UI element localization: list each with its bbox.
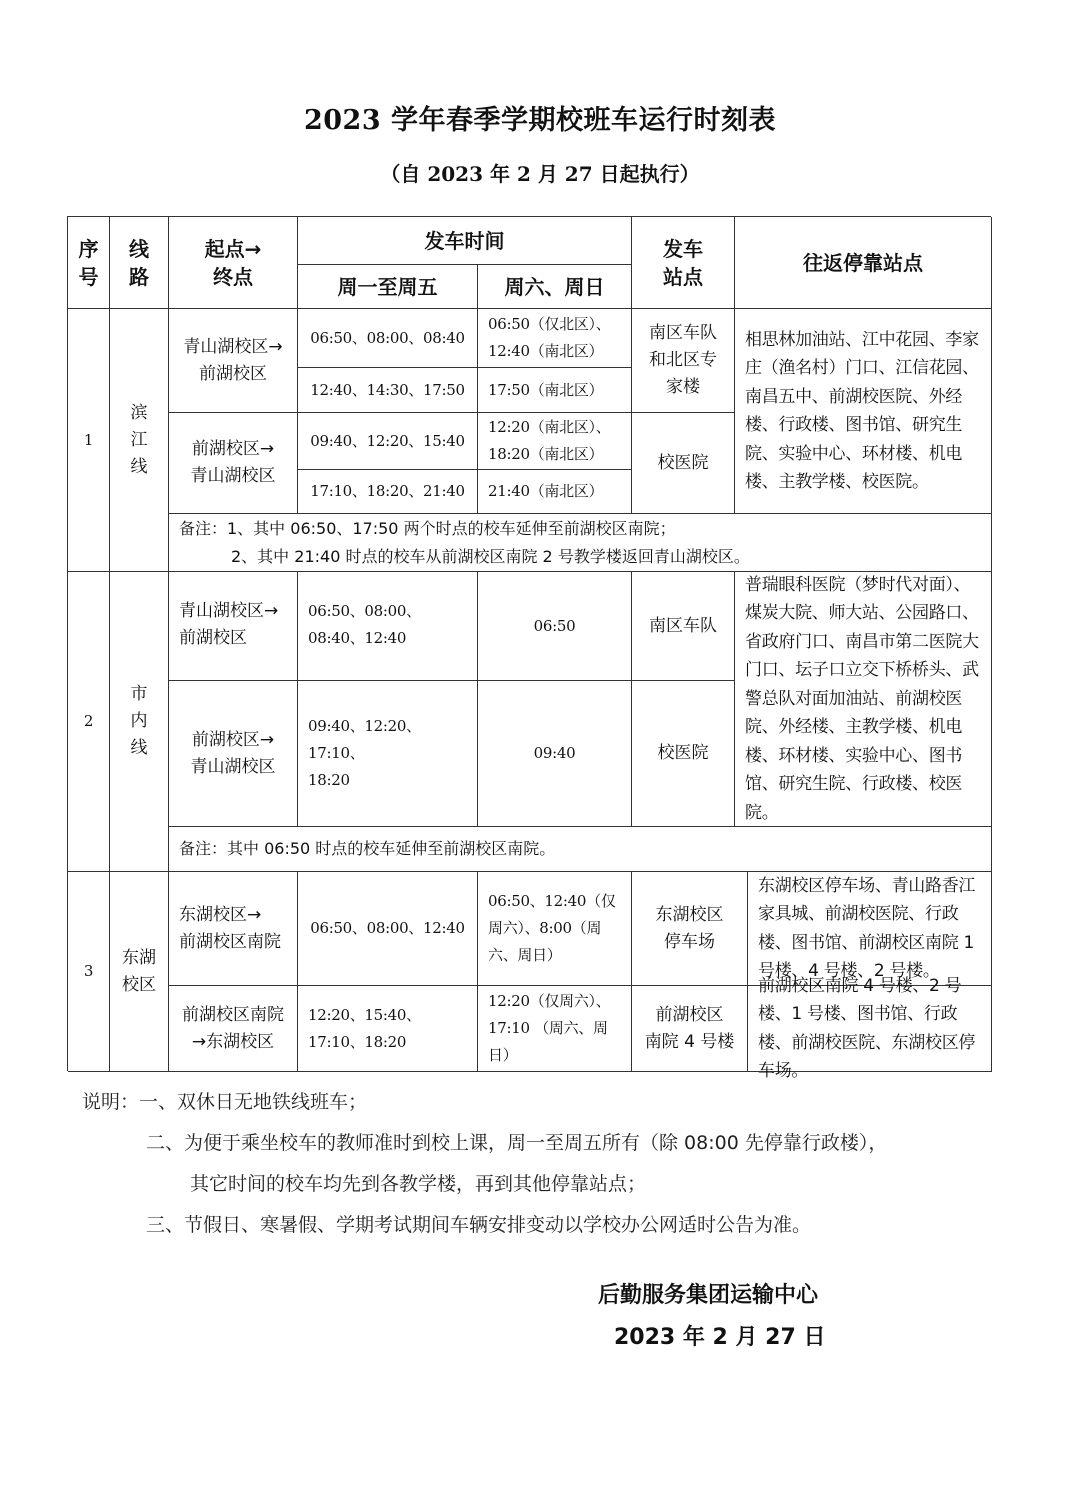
- route-3-trip-2-stops: 前湖校区南院 4 号楼、2 号楼、1 号楼、图书馆、行政楼、前湖校医院、东湖校区停车场。: [748, 986, 992, 1072]
- route-3-trip-2-station: 前湖校区 南院 4 号楼: [632, 986, 748, 1072]
- route-2-trip-1-weekday: 06:50、08:00、 08:40、12:40: [298, 572, 478, 681]
- route-2-trip-2-station: 校医院: [632, 681, 735, 827]
- route-3-no: 3: [68, 872, 110, 1072]
- route-2-trip-2-weekend: 09:40: [478, 681, 632, 827]
- route-1-trip-2-station: 校医院: [632, 413, 735, 514]
- route-1-remark-line-2: 2、其中 21:40 时点的校车从前湖校区南院 2 号教学楼返回青山湖校区。: [231, 546, 750, 566]
- page-title: 2023 学年春季学期校班车运行时刻表: [303, 105, 777, 136]
- signature-org: 后勤服务集团运输中心: [598, 1283, 819, 1308]
- route-1-trip-1-station: 南区车队 和北区专 家楼: [632, 309, 735, 413]
- route-1-trip-2-weekday-b: 17:10、18:20、21:40: [298, 470, 478, 514]
- signature-date: 2023 年 2 月 27 日: [614, 1325, 826, 1350]
- route-2-trip-1-weekend: 06:50: [478, 572, 632, 681]
- route-1-remark: [169, 514, 992, 572]
- route-2-trip-2-route: 前湖校区→ 青山湖校区: [169, 681, 298, 827]
- route-2-trip-1-station: 南区车队: [632, 572, 735, 681]
- route-2-no: 2: [68, 572, 110, 872]
- header-weekday: 周一至周五: [298, 265, 478, 309]
- route-3-trip-2-route: 前湖校区南院 →东湖校区: [169, 986, 298, 1072]
- route-3-trip-2-weekday: 12:20、15:40、 17:10、18:20: [298, 986, 478, 1072]
- page-subtitle: （自 2023 年 2 月 27 日起执行）: [380, 162, 700, 186]
- note-3: 三、节假日、寒暑假、学期考试期间车辆安排变动以学校办公网适时公告为准。: [146, 1214, 812, 1236]
- schedule-table: [67, 216, 991, 1081]
- route-1-trip-1-route: 青山湖校区→ 前湖校区: [169, 309, 298, 413]
- route-1-trip-2-weekend-b: 21:40（南北区）: [478, 470, 632, 514]
- note-1: 说明：一、双休日无地铁线班车；: [82, 1091, 368, 1113]
- route-2-remark: 备注：其中 06:50 时点的校车延伸至前湖校区南院。: [169, 827, 992, 872]
- header-no: 序 号: [68, 217, 110, 309]
- header-route: 起点→ 终点: [169, 217, 298, 309]
- route-1-stops: 相思林加油站、江中花园、李家庄（渔名村）门口、江信花园、南昌五中、前湖校医院、外经楼、行政楼、图书馆、研究生院、实验中心、环材楼、机电楼、主教学楼、校医院。: [735, 309, 992, 514]
- header-line: 线 路: [110, 217, 169, 309]
- header-station: 发车 站点: [632, 217, 735, 309]
- note-2: 二、为便于乘坐校车的教师准时到校上课，周一至周五所有（除 08:00 先停靠行政楼），: [146, 1132, 888, 1154]
- route-1-trip-2-route: 前湖校区→ 青山湖校区: [169, 413, 298, 514]
- route-1-trip-1-weekday-a: 06:50、08:00、08:40: [298, 309, 478, 368]
- route-2-stops: 普瑞眼科医院（梦时代对面）、煤炭大院、师大站、公园路口、省政府门口、南昌市第二医院大门口、坛子口立交下桥桥头、武警总队对面加油站、前湖校医院、外经楼、主教学楼、机电楼、环材楼、实验中心、图书馆、研究生院、行政楼、校医院。: [735, 572, 992, 827]
- route-1-trip-2-weekend-a: 12:20（南北区）、 18:20（南北区）: [478, 413, 632, 470]
- route-3-trip-2-weekend: 12:20（仅周六）、 17:10 （周六、周 日）: [478, 986, 632, 1072]
- route-2-trip-1-route: 青山湖校区→ 前湖校区: [169, 572, 298, 681]
- route-1-remark-line-1: 备注：1、其中 06:50、17:50 两个时点的校车延伸至前湖校区南院；: [179, 518, 676, 538]
- route-3-trip-1-weekend: 06:50、12:40（仅 周六）、8:00（周 六、周日）: [478, 872, 632, 986]
- route-1-trip-1-weekend-b: 17:50（南北区）: [478, 368, 632, 413]
- route-3-trip-1-route: 东湖校区→ 前湖校区南院: [169, 872, 298, 986]
- header-depart-time: 发车时间: [298, 217, 632, 265]
- route-2-line: 市 内 线: [110, 572, 169, 872]
- route-2-trip-2-weekday: 09:40、12:20、17:10、 18:20: [298, 681, 478, 827]
- route-3-line: 东湖 校区: [110, 872, 169, 1072]
- route-3-trip-1-stops: 东湖校区停车场、青山路香江家具城、前湖校医院、行政楼、图书馆、前湖校区南院 1 号楼、4 号楼、2 号楼。: [748, 872, 992, 986]
- route-3-trip-1-weekday: 06:50、08:00、12:40: [298, 872, 478, 986]
- note-2-continued: 其它时间的校车均先到各教学楼，再到其他停靠站点；: [190, 1173, 647, 1195]
- notes: [82, 1082, 887, 1246]
- route-1-trip-1-weekend-a: 06:50（仅北区）、 12:40（南北区）: [478, 309, 632, 368]
- route-1-no: 1: [68, 309, 110, 572]
- route-1-trip-1-weekday-b: 12:40、14:30、17:50: [298, 368, 478, 413]
- header-stops: 往返停靠站点: [735, 217, 992, 309]
- route-3-trip-1-station: 东湖校区 停车场: [632, 872, 748, 986]
- header-weekend: 周六、周日: [478, 265, 632, 309]
- route-1-trip-2-weekday-a: 09:40、12:20、15:40: [298, 413, 478, 470]
- route-1-line: 滨 江 线: [110, 309, 169, 572]
